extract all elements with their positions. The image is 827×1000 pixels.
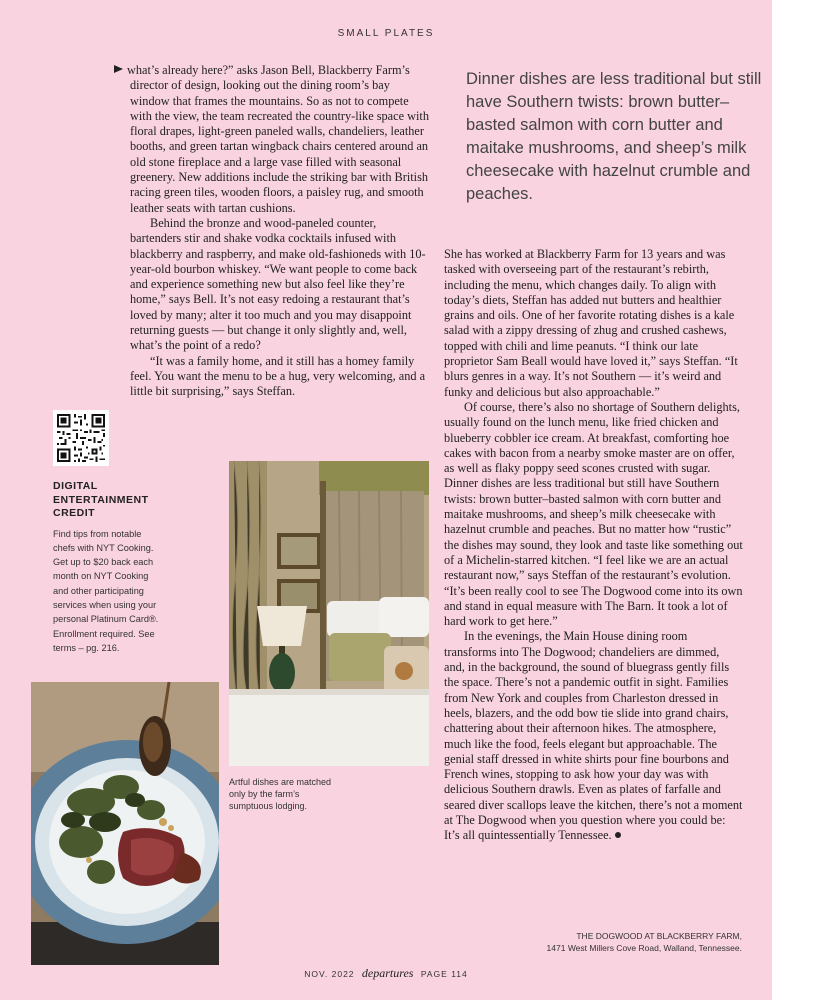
left-paragraph: Behind the bronze and wood-paneled counter, bartenders stir and shake vodka cocktails infused with blackberry and raspberry, and make old-fashioneds with 10-year-old bourbon whiskey. “We want people to come back and experience something new but also feel like they’re home,” says Bell. It’s not easy redoing a restaurant that’s loved by many; alter it too much and you may disappoint returning guests — but change it only slightly and, well, what’s the point of a redo? xyxy=(130,215,426,353)
left-paragraph xyxy=(127,63,430,216)
right-paragraph: Of course, there’s also no shortage of Southern delights, usually found on the lunch menu, like fried chicken and blueberry cobbler ice cream. At breakfast, comforting hoe cakes with bacon from a nearby smoke master are on offer, as well as flaky poppy seed scones crusted with sugar. Dinner dishes are less traditional but still have Southern twists: brown butter–basted salmon with corn butter and maitake mushrooms, and sheep’s milk cheesecake with hazelnut crumble and peaches. But no matter how “rustic” the dishes may sound, they look and taste like something out of a Michelin-starred kitchen. “I feel like we are an actual restaurant now,” says Steffan of the restaurant’s evolution. “It’s been really cool to see The Dogwood come into its own and stand in equal measure with The Barn. It took a lot of hard work to get here.” xyxy=(444,399,743,629)
page-number: PAGE 114 xyxy=(420,969,468,979)
pull-quote: Dinner dishes are less traditional but still have Southern twists: brown butter–basted salmon with corn butter and maitake mushrooms, and sheep’s milk cheesecake with hazelnut crumble and peaches. xyxy=(466,70,762,203)
address-line-1: THE DOGWOOD AT BLACKBERRY FARM, xyxy=(576,931,742,941)
magazine-brand: departures xyxy=(361,966,414,980)
issue-date: NOV. 2022 xyxy=(304,969,355,979)
qr-code[interactable] xyxy=(53,410,109,466)
right-paragraph-text: In the evenings, the Main House dining room transforms into The Dogwood; chandeliers are dimmed, and, in the background, the sound of bluegrass gently fills the space. There’s not a pandemic outfit in sight. Families from New York and couples from Charleston dressed in heels, blazers, and the odd bow tie slide into grand chairs, chattering about their afternoon hikes. The atmosphere, much like the food, feels elegant but approachable. The genial staff dressed in white shirts pour fine bourbons and French wines, stopping to ask how your day was with delicious Southern drawls. Even as plates of farfalle and seared diver scallops leave the kitchen, there’s not a moment at The Dogwood when you question where you could be: It’s all quintessentially Tennessee. xyxy=(444,629,743,843)
page-footer xyxy=(0,966,772,981)
venue-address xyxy=(547,930,742,954)
end-mark-icon xyxy=(615,832,621,838)
section-label: SMALL PLATES xyxy=(337,28,435,39)
photo-caption: Artful dishes are matched only by the farm’s sumptuous lodging. xyxy=(229,777,332,811)
sidebar-title: DIGITAL ENTERTAINMENT CREDIT xyxy=(53,480,149,519)
digital-credit-sidebar xyxy=(53,480,163,655)
qr-code-icon xyxy=(53,410,109,466)
continued-arrow-icon xyxy=(114,65,123,73)
right-paragraph xyxy=(444,629,743,843)
left-column xyxy=(127,63,430,400)
left-paragraph: “It was a family home, and it still has a homey family feel. You want the menu to be a hug, very welcoming, and a little bit surprising,” says Steffan. xyxy=(130,353,426,399)
left-paragraph-text: what’s already here?” asks Jason Bell, Blackberry Farm’s director of design, looking out the dining room’s bay window that frames the mountains. So as not to compete with the view, the team recreated the country-like space with floral drapes, light-green paneled walls, chandeliers, leather booths, and green tartan wingback chairs centered around an old stone fireplace and a large vase filled with seasonal greenery. New additions include the striking bar with British racing green tiles, wooden floors, a paisley rug, and smooth leather seats with tartan cushions. xyxy=(127,63,429,215)
sidebar-body: Find tips from notable chefs with NYT Cooking. Get up to $20 back each month on NYT Cooking and other participating services when using your personal Platinum Card®. Enrollment required. See terms – pg. 216. xyxy=(53,528,159,653)
right-paragraph: She has worked at Blackberry Farm for 13 years and was tasked with overseeing part of the restaurant’s rebirth, including the menu, which changes daily. To align with today’s diets, Steffan has added nut butters and healthier grains and oils. One of her favorite rotating dishes is a kale salad with a zippy dressing of zhug and crushed cashews, topped with chili and lime peanuts. “I think our late proprietor Sam Beall would have loved it,” says Steffan. “It blurs genres in a way. It’s not Southern — it’s weird and funky and delicious but also approachable.” xyxy=(444,247,738,399)
right-column xyxy=(444,247,743,844)
food-photo xyxy=(31,682,219,965)
bedroom-photo xyxy=(229,461,429,766)
address-line-2: 1471 West Millers Cove Road, Walland, Tennessee. xyxy=(546,943,742,953)
